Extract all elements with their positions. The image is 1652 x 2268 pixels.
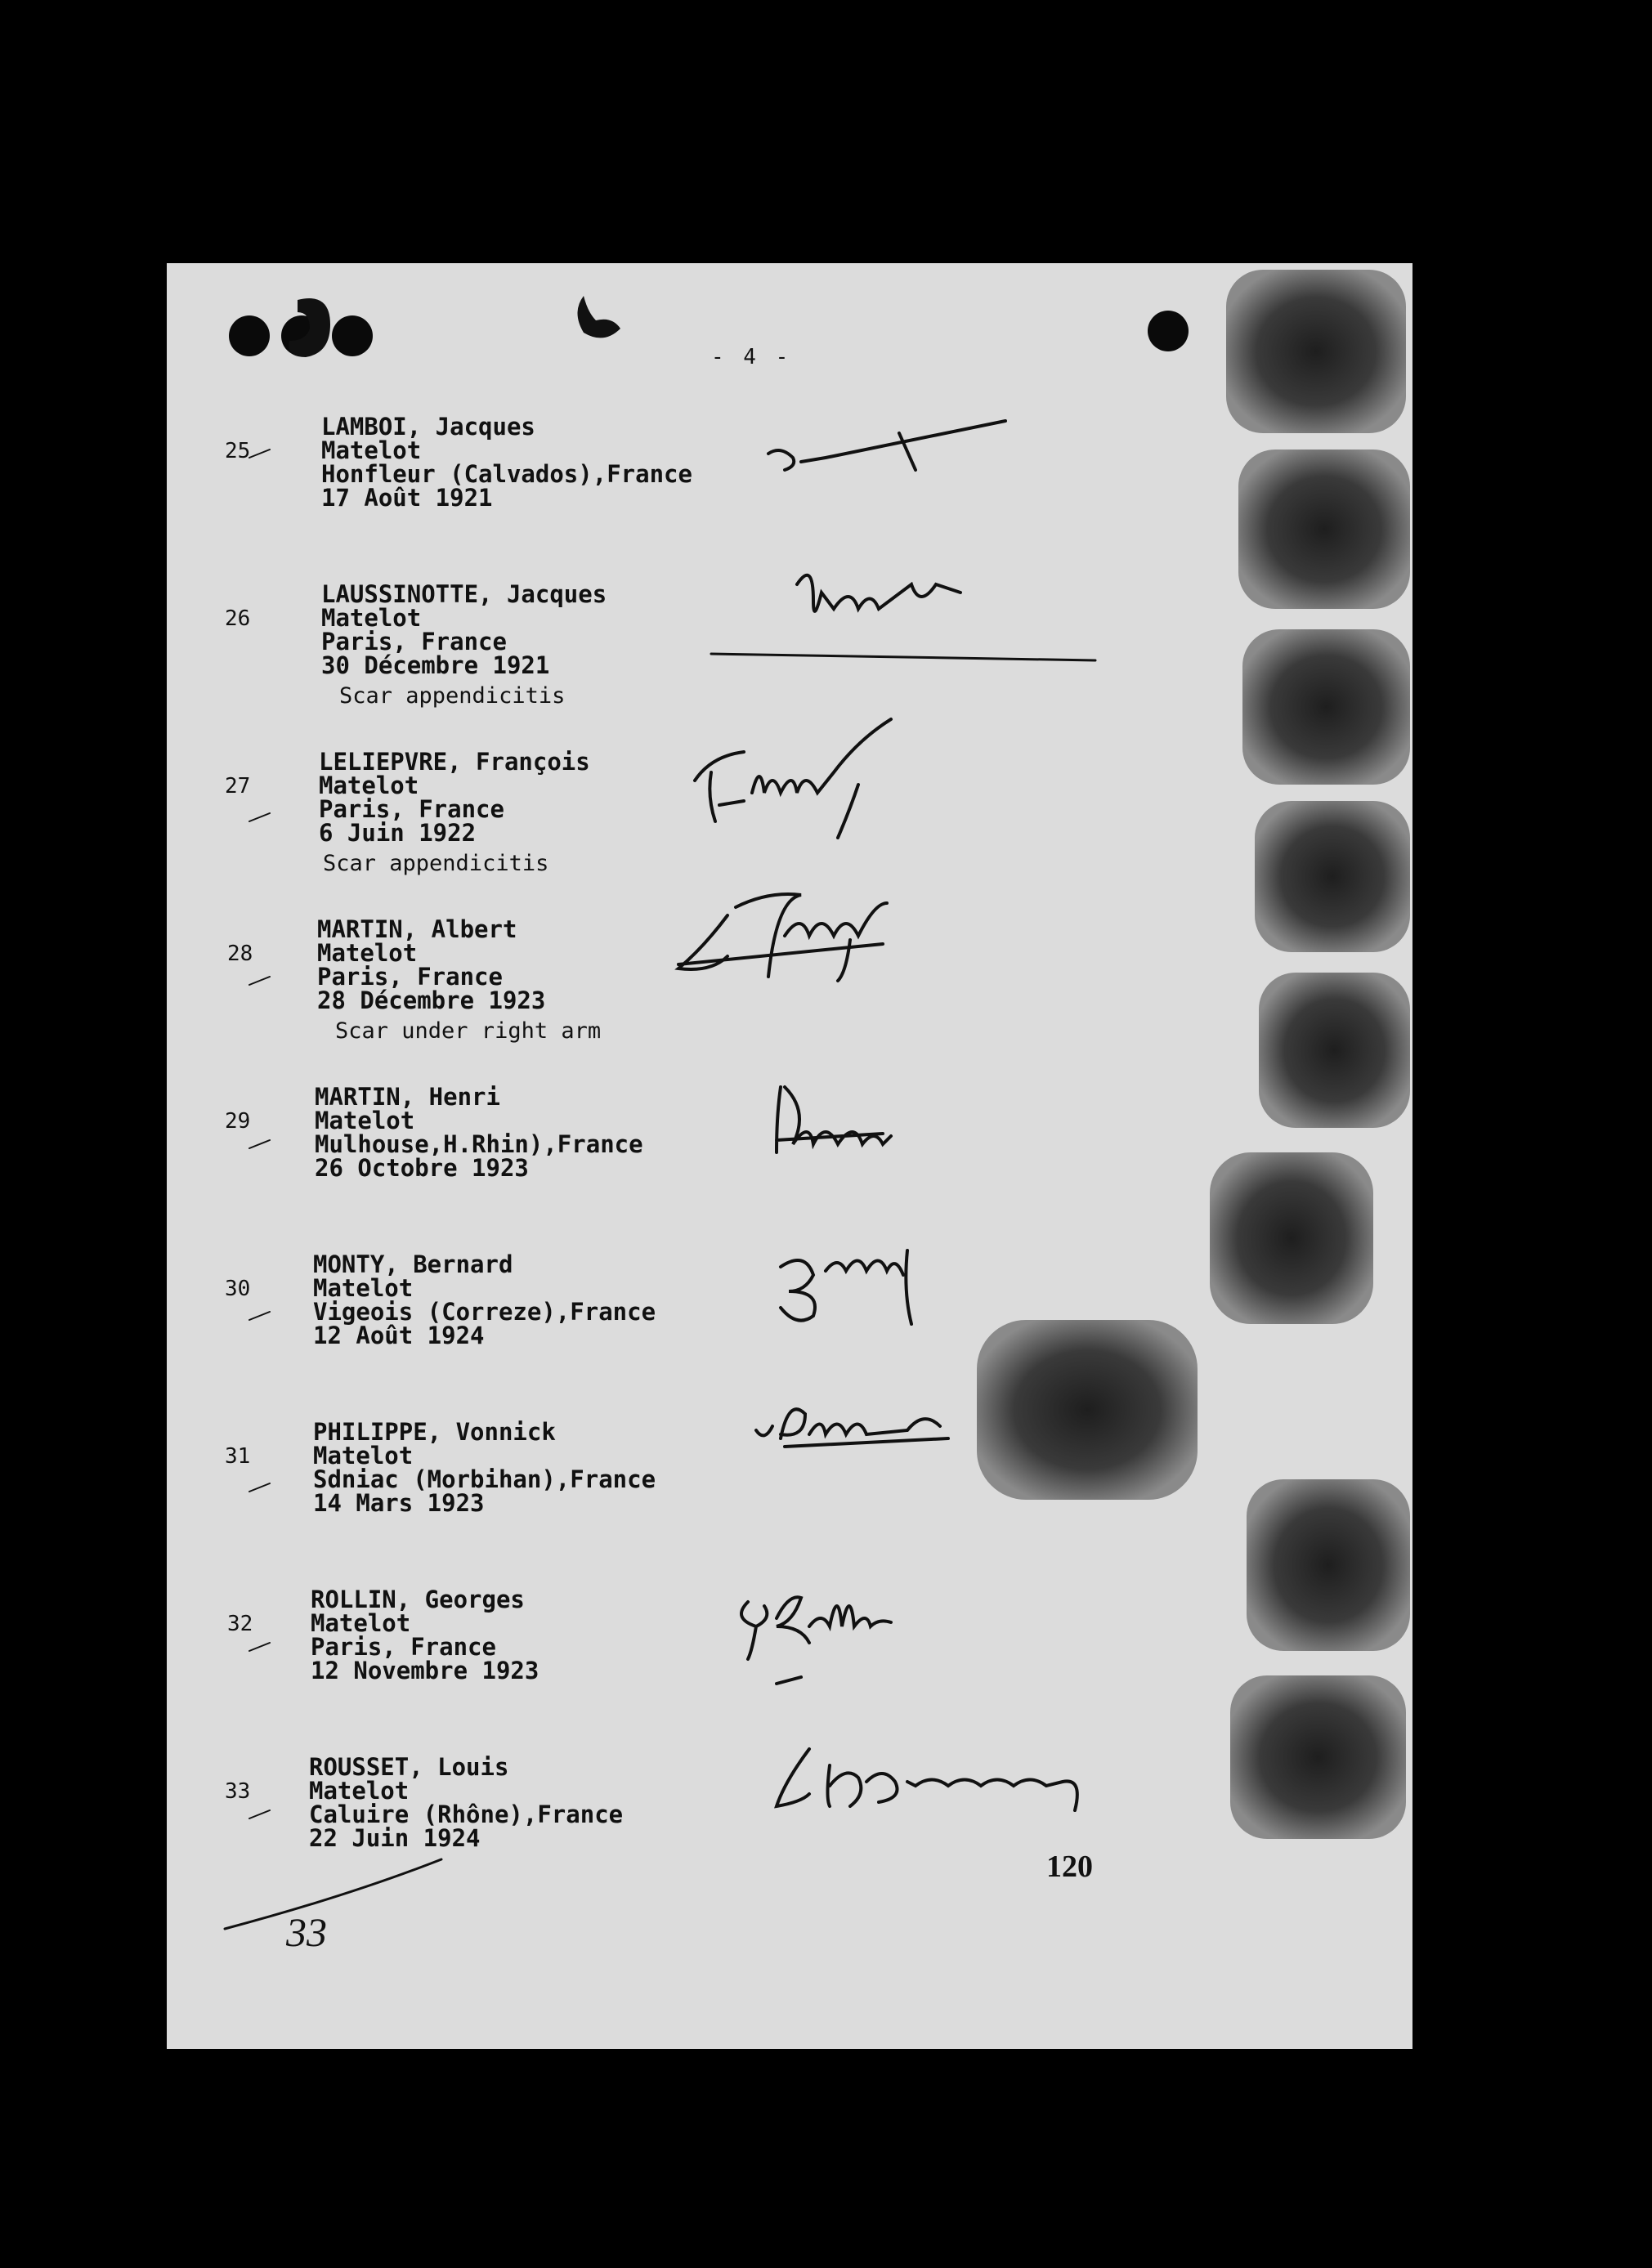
- entry-date: 12 Août 1924: [313, 1322, 485, 1349]
- signature-icon: [756, 1409, 948, 1447]
- entry-note: Scar under right arm: [335, 1018, 602, 1044]
- signature-icon: [777, 1749, 1077, 1810]
- entry-name: MONTY, Bernard: [313, 1250, 513, 1278]
- entry-date: 28 Décembre 1923: [317, 986, 546, 1014]
- entry-date: 12 Novembre 1923: [311, 1657, 539, 1684]
- entry-name: LELIEPVRE, François: [319, 748, 590, 776]
- signature-icon: [777, 1087, 891, 1152]
- handwritten-total: 33: [286, 1909, 327, 1955]
- entry-place: Honfleur (Calvados),France: [321, 460, 692, 488]
- entry-number: 31: [225, 1444, 251, 1469]
- entry-number: 30: [225, 1277, 251, 1301]
- entry-rank: Matelot: [309, 1777, 410, 1805]
- signature-icon: [711, 575, 1095, 660]
- entry-rank: Matelot: [311, 1609, 411, 1637]
- entry-rank: Matelot: [313, 1442, 414, 1470]
- entry-name: LAMBOI, Jacques: [321, 413, 535, 441]
- stamped-page-number: 120: [1046, 1850, 1093, 1884]
- entry-number: 27: [225, 774, 251, 798]
- entry-date: 6 Juin 1922: [319, 819, 477, 847]
- entry-rank: Matelot: [313, 1274, 414, 1302]
- entry-name: PHILIPPE, Vonnick: [313, 1418, 556, 1446]
- entry-name: MARTIN, Henri: [315, 1083, 500, 1111]
- entry-date: 30 Décembre 1921: [321, 651, 550, 679]
- entry-rank: Matelot: [319, 772, 419, 799]
- entry-number: 29: [225, 1109, 251, 1134]
- entry-date: 17 Août 1921: [321, 484, 493, 512]
- entry-place: Mulhouse,H.Rhin),France: [315, 1130, 643, 1158]
- entry-date: 14 Mars 1923: [313, 1489, 485, 1517]
- entry-rank: Matelot: [321, 604, 422, 632]
- entry-number: 25: [225, 439, 251, 463]
- entry-rank: Matelot: [321, 436, 422, 464]
- entry-date: 22 Juin 1924: [309, 1824, 481, 1852]
- entry-date: 26 Octobre 1923: [315, 1154, 529, 1182]
- entry-rank: Matelot: [315, 1107, 415, 1134]
- entry-name: ROUSSET, Louis: [309, 1753, 509, 1781]
- entry-place: Paris, France: [319, 795, 504, 823]
- signature-icon: [741, 1597, 891, 1684]
- entry-place: Paris, France: [311, 1633, 496, 1661]
- entry-place: Caluire (Rhône),France: [309, 1801, 624, 1828]
- entry-place: Paris, France: [321, 628, 507, 655]
- entry-note: Scar appendicitis: [323, 851, 549, 876]
- signature-icon: [678, 894, 887, 981]
- entry-place: Sdniac (Morbihan),France: [313, 1465, 656, 1493]
- entry-note: Scar appendicitis: [339, 683, 566, 709]
- signature-icon: [695, 719, 891, 838]
- entry-name: MARTIN, Albert: [317, 915, 517, 943]
- entry-number: 33: [225, 1779, 251, 1804]
- entry-place: Vigeois (Correze),France: [313, 1298, 656, 1326]
- entry-name: LAUSSINOTTE, Jacques: [321, 580, 607, 608]
- entry-rank: Matelot: [317, 939, 418, 967]
- entry-number: 28: [227, 942, 253, 966]
- signature-icon: [781, 1250, 911, 1324]
- signature-icon: [768, 421, 1005, 470]
- entry-number: 26: [225, 606, 251, 631]
- entry-name: ROLLIN, Georges: [311, 1586, 525, 1613]
- page-marker: - 4 -: [711, 345, 792, 369]
- entry-number: 32: [227, 1612, 253, 1636]
- entry-place: Paris, France: [317, 963, 503, 991]
